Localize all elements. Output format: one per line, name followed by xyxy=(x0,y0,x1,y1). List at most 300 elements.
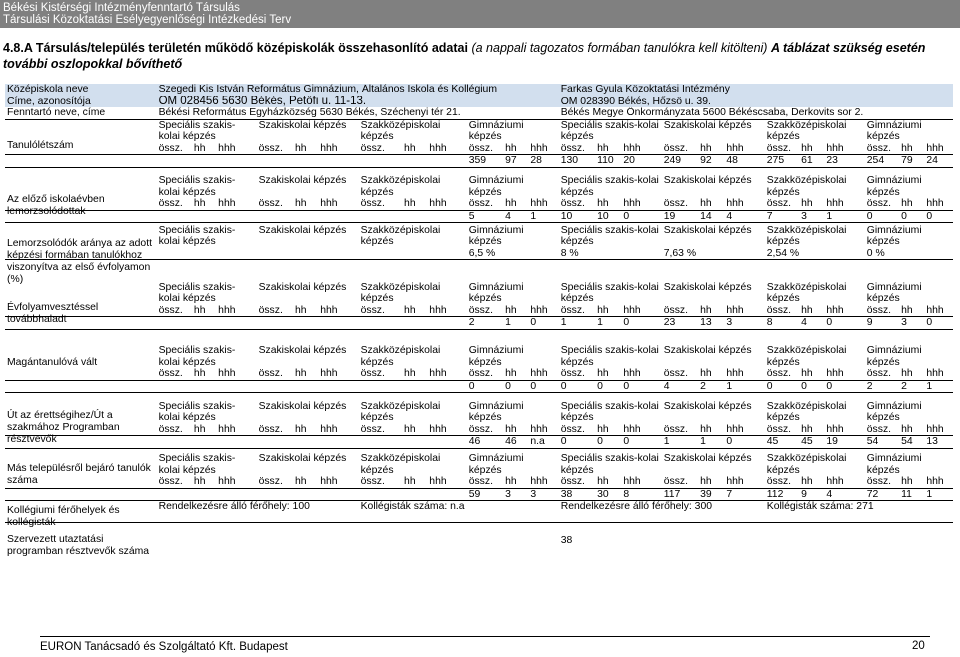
value-cell: 2 xyxy=(700,380,706,392)
type-header: Gimnáziumi képzés xyxy=(866,345,922,368)
value-cell: 1 xyxy=(597,317,603,328)
subheader-cell: hh xyxy=(505,142,517,154)
label-ut: Út az érettségihez/Út a szakmához Programban résztvevők xyxy=(7,410,120,445)
value-cell: 1 xyxy=(560,317,567,328)
subheader-cell: hhh xyxy=(429,368,447,379)
value-cell: 130 xyxy=(560,155,579,166)
kollegium-row xyxy=(5,501,953,523)
subheader-cell: hhh xyxy=(826,476,844,487)
value-cell: 19 xyxy=(826,436,838,447)
subheader-cell: hh xyxy=(700,476,712,487)
value-cell: 4 xyxy=(663,380,670,392)
subheader-cell: hh xyxy=(505,476,517,487)
type-header: Szakiskolai képzés xyxy=(258,175,347,186)
type-header: Speciális szakis-kolai képzés xyxy=(158,224,236,247)
value-cell: 5 xyxy=(468,210,475,222)
subheader-cell: össz. xyxy=(560,476,585,487)
type-header: Speciális szakis-kolai képzés xyxy=(560,400,659,423)
school-1-address: OM 028456 5630 Békés, Petőfi u. 11-13. xyxy=(158,95,367,107)
subheader-cell: hhh xyxy=(926,423,944,435)
type-header: Szakközépiskolai képzés xyxy=(360,400,441,423)
type-row xyxy=(5,175,953,198)
type-header: Speciális szakis-kolai képzés xyxy=(560,175,659,198)
value-cell: 275 xyxy=(766,155,785,166)
value-cell: 7,63 % xyxy=(663,247,697,259)
type-row xyxy=(5,282,953,305)
value-cell: 0 xyxy=(766,380,773,392)
title-note: (a nappali tagozatos formában tanulókra kell kitölteni) xyxy=(471,41,768,55)
subheader-cell: össz. xyxy=(468,304,493,316)
type-header: Szakiskolai képzés xyxy=(663,224,752,236)
value-cell: 0 xyxy=(597,436,603,447)
value-cell: 0 xyxy=(901,210,907,222)
subheader-cell: hh xyxy=(801,476,813,487)
value-cell: 8 xyxy=(623,488,630,500)
subheader-cell: hhh xyxy=(726,476,744,487)
address-row xyxy=(5,96,953,108)
subheader-cell: hh xyxy=(294,198,307,209)
subheader-cell: hh xyxy=(700,304,712,316)
subheader-cell: össz. xyxy=(158,142,183,154)
type-header: Speciális szakis-kolai képzés xyxy=(560,119,659,142)
subheader-cell: össz. xyxy=(360,198,385,209)
type-header: Gimnáziumi képzés xyxy=(468,345,524,368)
type-header: Speciális szakis-kolai képzés xyxy=(158,175,236,198)
value-cell: 10 xyxy=(597,210,609,222)
value-cell: 0 xyxy=(505,380,511,392)
address-label: Címe, azonosítója xyxy=(7,95,91,107)
subheader-cell: hhh xyxy=(320,368,338,379)
subheader-cell: hhh xyxy=(218,423,236,435)
type-header: Szakközépiskolai képzés xyxy=(766,453,847,476)
type-header: Szakiskolai képzés xyxy=(258,119,347,131)
value-cell: 6,5 % xyxy=(468,247,496,259)
value-cell: 9 xyxy=(801,488,807,500)
page-number: 20 xyxy=(912,640,925,652)
subheader-cell: hh xyxy=(505,423,517,435)
subheader-cell: össz. xyxy=(360,423,385,435)
subheader-cell: hh xyxy=(193,423,206,435)
value-cell: 3 xyxy=(505,488,511,500)
subheader-row xyxy=(5,305,953,317)
subheader-cell: hhh xyxy=(218,304,236,316)
label-bejaro: Más településről bejáró tanulók száma xyxy=(7,463,151,486)
utaztatas-row xyxy=(5,523,953,563)
value-cell: 0 xyxy=(726,436,733,447)
type-header: Gimnáziumi képzés xyxy=(866,400,922,423)
section-title xyxy=(3,40,953,72)
value-cell: 8 xyxy=(766,317,773,328)
subheader-cell: hh xyxy=(193,304,206,316)
type-header: Szakközépiskolai képzés xyxy=(766,119,847,142)
type-header: Szakközépiskolai képzés xyxy=(766,175,847,198)
value-cell: 13 xyxy=(926,436,938,447)
value-cell: 38 xyxy=(560,488,573,500)
subheader-cell: hhh xyxy=(623,423,641,435)
label-kollegium: Kollégiumi férőhelyek és kollégisták xyxy=(7,505,120,528)
value-row-lemorzs xyxy=(5,210,953,223)
label-tanulo: Tanulólétszám xyxy=(7,140,74,151)
value-cell: 28 xyxy=(530,155,542,166)
value-row-magan xyxy=(5,380,953,393)
subheader-cell: össz. xyxy=(468,142,493,154)
value-cell: 45 xyxy=(766,436,779,447)
spacer-row xyxy=(5,167,953,175)
type-header: Gimnáziumi képzés xyxy=(468,453,524,476)
document-header xyxy=(0,0,960,28)
subheader-cell: hhh xyxy=(320,142,338,154)
subheader-cell: hh xyxy=(700,423,712,435)
subheader-cell: hhh xyxy=(623,476,641,487)
type-header: Gimnáziumi képzés xyxy=(468,400,524,423)
footer-company: EURON Tanácsadó és Szolgáltató Kft. Budapest xyxy=(40,641,288,653)
subheader-cell: hhh xyxy=(320,198,338,209)
type-header: Gimnáziumi képzés xyxy=(468,281,524,304)
subheader-cell: hh xyxy=(597,142,609,154)
type-header: Gimnáziumi képzés xyxy=(866,175,922,198)
subheader-cell: hh xyxy=(597,423,609,435)
subheader-cell: hhh xyxy=(826,304,844,316)
subheader-cell: hh xyxy=(193,368,206,379)
value-cell: 39 xyxy=(700,488,712,500)
value-cell: 0 xyxy=(926,210,933,222)
type-header: Speciális szakis-kolai képzés xyxy=(158,119,236,142)
subheader-cell: hhh xyxy=(429,198,447,209)
subheader-cell: hhh xyxy=(218,368,236,379)
header-line-2: Társulási Közoktatási Esélyegyenlőségi Intézkedési Terv xyxy=(3,14,292,26)
type-header: Speciális szakis-kolai képzés xyxy=(158,400,236,423)
label-lemorzs: Az előző iskolaévben lemorzsolódottak xyxy=(7,194,105,217)
value-cell: 54 xyxy=(901,436,913,447)
value-cell: 10 xyxy=(560,210,573,222)
value-cell: 23 xyxy=(826,155,838,166)
type-header: Gimnáziumi képzés xyxy=(468,175,524,198)
subheader-cell: hh xyxy=(193,198,206,209)
type-header: Gimnáziumi képzés xyxy=(468,224,524,247)
subheader-cell: hh xyxy=(901,304,913,316)
subheader-cell: hh xyxy=(597,368,609,379)
subheader-cell: hh xyxy=(597,198,609,209)
value-cell: 24 xyxy=(926,155,938,166)
title-bold: 4.8.A Társulás/település területén működő középiskolák összehasonlító adatai xyxy=(3,41,468,55)
subheader-cell: hhh xyxy=(726,198,744,209)
subheader-cell: hhh xyxy=(623,304,641,316)
subheader-cell: össz. xyxy=(766,476,792,487)
subheader-cell: össz. xyxy=(663,476,688,487)
subheader-cell: hh xyxy=(901,423,913,435)
value-cell: 0 xyxy=(530,317,537,328)
value-cell: 45 xyxy=(801,436,813,447)
value-cell: 249 xyxy=(663,155,682,166)
value-cell: 8 % xyxy=(560,247,579,259)
comparison-table xyxy=(5,84,953,563)
subheader-cell: össz. xyxy=(158,198,183,209)
subheader-cell: hh xyxy=(193,476,206,487)
type-header: Szakiskolai képzés xyxy=(663,400,752,412)
subheader-cell: össz. xyxy=(560,198,585,209)
spacer-row xyxy=(5,393,953,401)
value-cell: 4 xyxy=(826,488,833,500)
subheader-cell: hhh xyxy=(623,142,641,154)
subheader-cell: hh xyxy=(801,423,813,435)
subheader-cell: hhh xyxy=(623,368,641,379)
subheader-cell: hhh xyxy=(926,198,944,209)
value-cell: 2,54 % xyxy=(766,247,800,259)
value-row-evfoly xyxy=(5,317,953,330)
type-header: Szakközépiskolai képzés xyxy=(360,119,441,142)
school-2-name: Farkas Gyula Közoktatási Intézmény xyxy=(560,84,730,95)
value-cell: 0 xyxy=(560,436,567,447)
value-cell: 4 xyxy=(726,210,733,222)
type-header: Szakiskolai képzés xyxy=(258,453,347,464)
type-header: Szakközépiskolai képzés xyxy=(360,224,441,247)
subheader-cell: hhh xyxy=(726,368,744,379)
subheader-cell: össz. xyxy=(158,476,183,487)
subheader-cell: össz. xyxy=(560,304,585,316)
value-cell: 3 xyxy=(530,488,537,500)
subheader-cell: hh xyxy=(801,304,813,316)
subheader-cell: össz. xyxy=(766,423,792,435)
subheader-cell: hh xyxy=(801,142,813,154)
subheader-cell: össz. xyxy=(468,476,493,487)
value-cell: 1 xyxy=(826,210,833,222)
subheader-cell: hhh xyxy=(926,476,944,487)
type-header: Gimnáziumi képzés xyxy=(866,281,922,304)
subheader-cell: hh xyxy=(901,368,913,379)
type-header: Speciális szakis-kolai képzés xyxy=(560,345,659,368)
type-header: Speciális szakis-kolai képzés xyxy=(560,224,659,247)
subheader-cell: össz. xyxy=(866,368,892,379)
subheader-cell: hh xyxy=(801,368,813,379)
value-row-bejaro xyxy=(5,488,953,501)
subheader-row xyxy=(5,368,953,380)
subheader-cell: hh xyxy=(193,142,206,154)
type-header: Szakközépiskolai képzés xyxy=(360,281,441,304)
type-header: Szakközépiskolai képzés xyxy=(766,281,847,304)
subheader-cell: hhh xyxy=(429,142,447,154)
subheader-cell: össz. xyxy=(663,142,688,154)
type-header: Speciális szakis-kolai képzés xyxy=(158,453,236,476)
subheader-cell: hh xyxy=(901,476,913,487)
subheader-cell: hhh xyxy=(530,142,548,154)
subheader-cell: össz. xyxy=(663,368,688,379)
subheader-cell: hhh xyxy=(429,304,447,316)
subheader-cell: hhh xyxy=(218,476,236,487)
value-cell: 254 xyxy=(866,155,885,166)
subheader-cell: össz. xyxy=(766,198,792,209)
subheader-cell: hh xyxy=(597,304,609,316)
school-1-name: Szegedi Kis István Református Gimnázium, Általános Iskola és Kollégium xyxy=(158,84,497,95)
subheader-row xyxy=(5,424,953,436)
type-row xyxy=(5,401,953,424)
subheader-cell: össz. xyxy=(258,368,283,379)
type-header: Szakközépiskolai képzés xyxy=(360,175,441,198)
value-cell: 11 xyxy=(901,488,912,500)
subheader-cell: össz. xyxy=(866,304,892,316)
subheader-row xyxy=(5,143,953,155)
value-cell: 3 xyxy=(801,210,807,222)
type-header: Szakiskolai képzés xyxy=(258,224,347,236)
subheader-cell: össz. xyxy=(360,142,385,154)
subheader-cell: hhh xyxy=(530,304,548,316)
type-header: Gimnáziumi képzés xyxy=(468,119,524,142)
s1-ferohely: Rendelkezésre álló férőhely: 100 xyxy=(158,501,310,512)
school-label: Középiskola neve xyxy=(7,84,89,95)
subheader-cell: össz. xyxy=(560,368,585,379)
subheader-cell: össz. xyxy=(360,476,385,487)
value-cell: 54 xyxy=(866,436,879,447)
subheader-cell: hhh xyxy=(926,368,944,379)
subheader-cell: hh xyxy=(700,368,712,379)
subheader-cell: hh xyxy=(505,304,517,316)
value-cell: 1 xyxy=(530,210,537,222)
type-header: Speciális szakis-kolai képzés xyxy=(158,281,236,304)
subheader-cell: hhh xyxy=(429,423,447,435)
value-cell: 1 xyxy=(505,317,511,328)
value-cell: 1 xyxy=(663,436,670,447)
subheader-cell: hh xyxy=(505,198,517,209)
value-cell: 0 xyxy=(623,380,630,392)
subheader-row xyxy=(5,476,953,488)
value-cell: 72 xyxy=(866,488,879,500)
subheader-cell: össz. xyxy=(663,304,688,316)
type-header: Gimnáziumi képzés xyxy=(866,119,922,142)
value-cell: n.a xyxy=(530,436,545,447)
subheader-cell: hhh xyxy=(826,423,844,435)
subheader-cell: össz. xyxy=(258,423,283,435)
subheader-cell: hhh xyxy=(530,198,548,209)
type-row xyxy=(5,225,953,248)
subheader-cell: hh xyxy=(597,476,609,487)
value-cell: 46 xyxy=(505,436,517,447)
subheader-cell: össz. xyxy=(158,423,183,435)
subheader-cell: össz. xyxy=(360,368,385,379)
subheader-cell: hhh xyxy=(429,476,447,487)
value-cell: 3 xyxy=(726,317,733,328)
footer-rule xyxy=(40,636,930,637)
subheader-cell: össz. xyxy=(360,304,385,316)
value-cell: 0 xyxy=(623,317,630,328)
value-cell: 0 xyxy=(826,317,833,328)
type-header: Szakközépiskolai képzés xyxy=(360,453,441,476)
value-row-tanulo xyxy=(5,155,953,168)
subheader-cell: hh xyxy=(404,142,416,154)
type-header: Gimnáziumi képzés xyxy=(866,224,922,247)
subheader-cell: hhh xyxy=(826,368,844,379)
value-cell: 0 xyxy=(560,380,567,392)
subheader-cell: össz. xyxy=(663,423,688,435)
type-row xyxy=(5,345,953,368)
subheader-cell: hhh xyxy=(726,304,744,316)
subheader-cell: hh xyxy=(294,142,307,154)
label-evfoly: Évfolyamvesztéssel továbbhaladt xyxy=(7,302,99,325)
value-cell: 23 xyxy=(663,317,676,328)
subheader-cell: hh xyxy=(700,142,712,154)
subheader-cell: hh xyxy=(505,368,517,379)
subheader-cell: össz. xyxy=(468,198,493,209)
type-header: Gimnáziumi képzés xyxy=(866,453,922,476)
subheader-cell: össz. xyxy=(258,198,283,209)
value-cell: 0 xyxy=(468,380,475,392)
subheader-cell: hh xyxy=(404,423,416,435)
subheader-cell: hhh xyxy=(530,476,548,487)
value-cell: 2 xyxy=(866,380,873,392)
value-cell: 7 xyxy=(766,210,773,222)
spacer-row xyxy=(5,329,953,345)
subheader-row xyxy=(5,198,953,210)
value-cell: 59 xyxy=(468,488,481,500)
value-cell: 0 xyxy=(530,380,537,392)
subheader-cell: hhh xyxy=(726,142,744,154)
value-cell: 4 xyxy=(505,210,511,222)
s2-ferohely: Rendelkezésre álló férőhely: 300 xyxy=(560,501,713,512)
value-cell: 61 xyxy=(801,155,813,166)
subheader-cell: hh xyxy=(294,368,307,379)
subheader-cell: össz. xyxy=(468,423,493,435)
type-row xyxy=(5,119,953,143)
subheader-cell: hhh xyxy=(726,423,744,435)
subheader-cell: össz. xyxy=(158,304,183,316)
subheader-cell: össz. xyxy=(258,142,283,154)
value-cell: 0 xyxy=(926,317,933,328)
s2-utaztatas: 38 xyxy=(560,535,573,546)
type-row xyxy=(5,453,953,476)
subheader-cell: hhh xyxy=(320,476,338,487)
school-1-maintainer: Békési Református Egyházközség 5630 Békés, Széchenyi tér 21. xyxy=(158,107,461,118)
school-2-address: OM 028390 Békés, Hőzsö u. 39. xyxy=(560,95,711,107)
type-header: Szakiskolai képzés xyxy=(258,281,347,293)
value-cell: 0 xyxy=(597,380,603,392)
value-cell: 4 xyxy=(801,317,807,328)
subheader-cell: hh xyxy=(294,476,307,487)
school-2-maintainer: Békés Megye Önkormányzata 5600 Békéscsaba, Derkovits sor 2. xyxy=(560,107,864,118)
subheader-cell: hh xyxy=(294,423,307,435)
value-cell: 359 xyxy=(468,155,487,166)
value-cell: 97 xyxy=(505,155,517,166)
value-cell: 0 xyxy=(801,380,807,392)
subheader-cell: össz. xyxy=(663,198,688,209)
subheader-cell: össz. xyxy=(766,304,792,316)
value-cell: 79 xyxy=(901,155,913,166)
value-row-ut xyxy=(5,436,953,449)
type-header: Szakiskolai képzés xyxy=(258,400,347,412)
subheader-cell: hhh xyxy=(530,368,548,379)
value-cell: 2 xyxy=(468,317,475,328)
subheader-cell: hhh xyxy=(926,304,944,316)
label-magan: Magántanulóvá vált xyxy=(7,357,98,368)
value-cell: 9 xyxy=(866,317,873,328)
maintainer-label: Fenntartó neve, címe xyxy=(7,107,106,118)
subheader-cell: hh xyxy=(294,304,307,316)
subheader-cell: össz. xyxy=(258,304,283,316)
value-cell: 117 xyxy=(663,488,681,500)
subheader-cell: össz. xyxy=(468,368,493,379)
value-cell: 1 xyxy=(926,380,933,392)
type-header: Szakiskolai képzés xyxy=(663,119,752,131)
type-header: Szakközépiskolai képzés xyxy=(766,224,847,247)
subheader-cell: hh xyxy=(404,304,416,316)
value-cell: 92 xyxy=(700,155,712,166)
label-utaztatas: Szervezett utaztatási programban résztvevők száma xyxy=(7,534,150,557)
type-header: Szakiskolai képzés xyxy=(663,281,752,293)
s1-kollegistak: Kollégisták száma: n.a xyxy=(360,501,465,512)
value-cell: 0 xyxy=(623,436,630,447)
subheader-cell: hhh xyxy=(530,423,548,435)
value-cell: 0 xyxy=(623,210,630,222)
type-header: Szakiskolai képzés xyxy=(663,453,752,464)
type-header: Szakközépiskolai képzés xyxy=(766,400,847,423)
value-cell: 30 xyxy=(597,488,609,500)
